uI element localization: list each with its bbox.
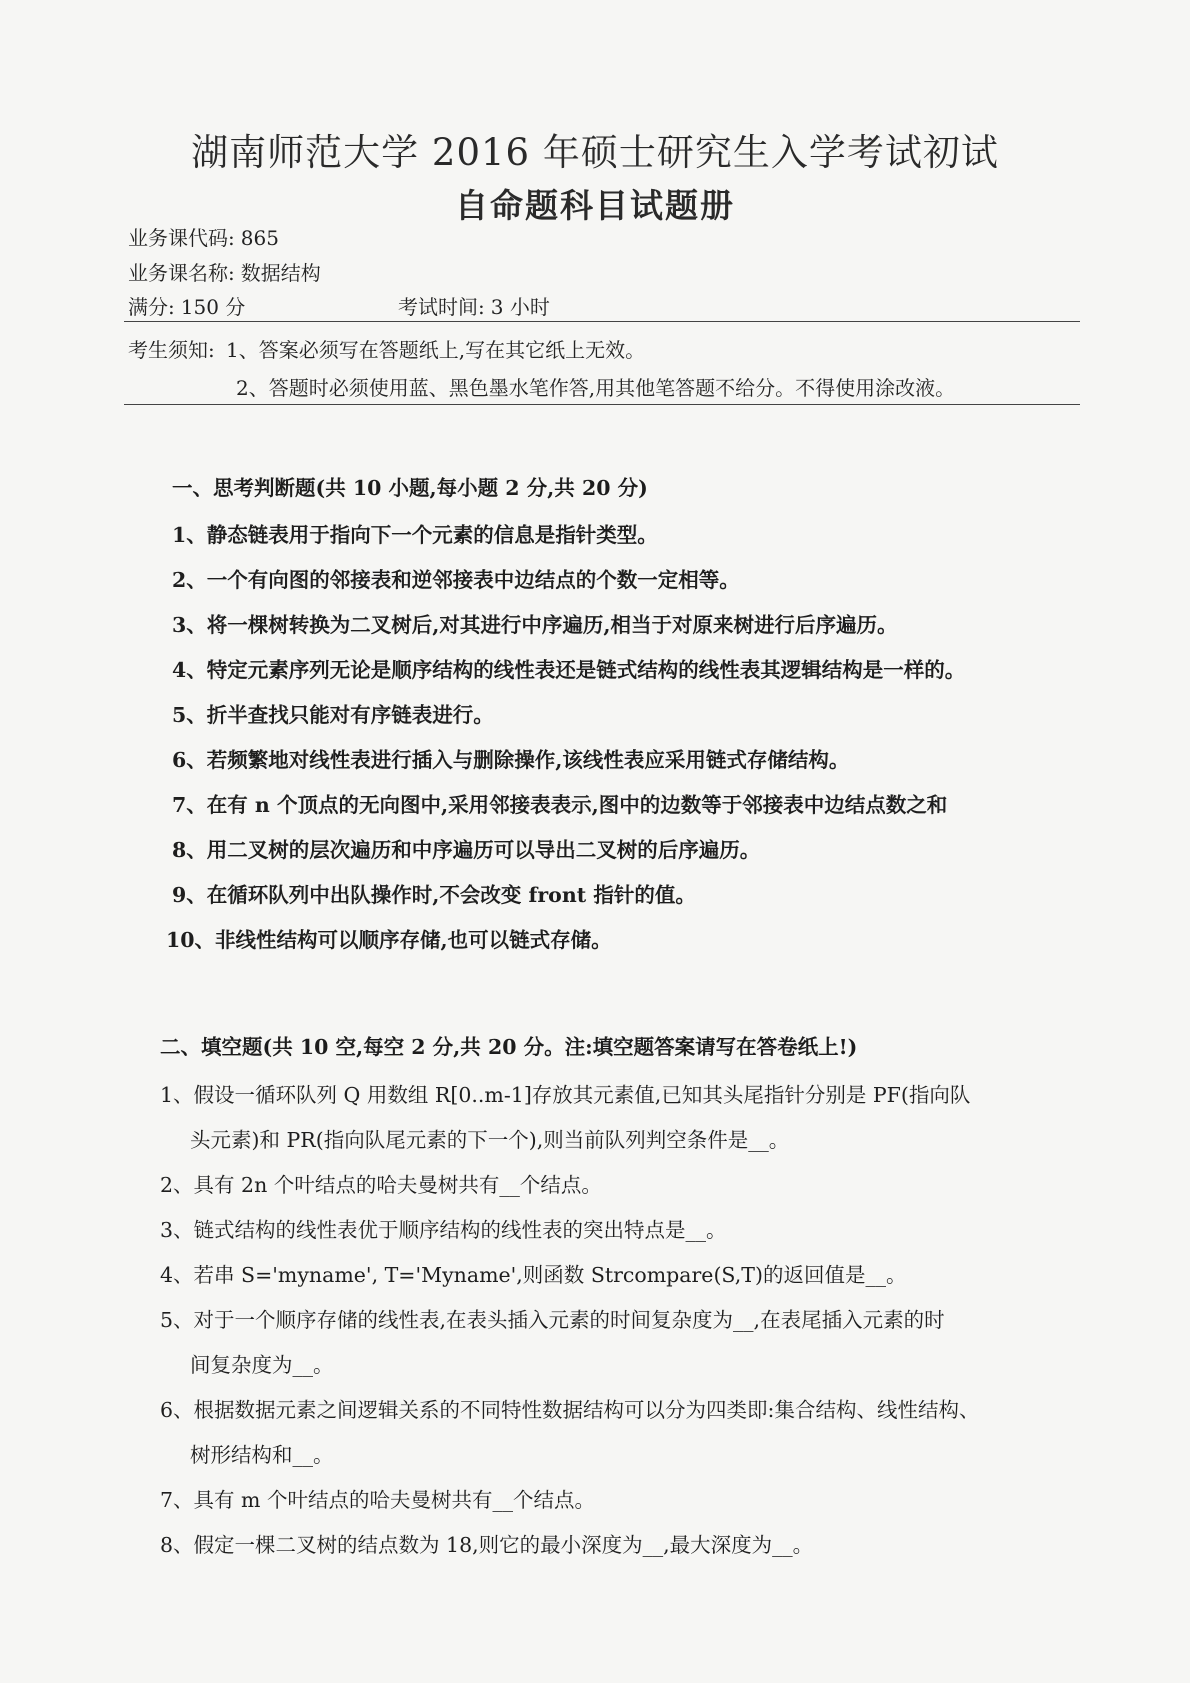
course-code-row [128, 222, 279, 251]
notice-line-1: 1、答案必须写在答题纸上,写在其它纸上无效。 [226, 338, 646, 362]
judge-item: 10、非线性结构可以顺序存储,也可以链式存储。 [166, 928, 612, 952]
judge-item: 9、在循环队列中出队操作时,不会改变 front 指针的值。 [172, 883, 696, 907]
fill-item-6-line-1: 6、根据数据元素之间逻辑关系的不同特性数据结构可以分为四类即:集合结构、线性结构、 [160, 1398, 980, 1422]
judge-item: 5、折半查找只能对有序链表进行。 [172, 703, 494, 727]
time-row [398, 291, 550, 320]
fill-item-3: 3、链式结构的线性表优于顺序结构的线性表的突出特点是__。 [160, 1218, 727, 1242]
course-name-value: 数据结构 [240, 261, 321, 285]
judge-item: 4、特定元素序列无论是顺序结构的线性表还是链式结构的线性表其逻辑结构是一样的。 [172, 658, 966, 682]
judge-item: 2、一个有向图的邻接表和逆邻接表中边结点的个数一定相等。 [172, 568, 740, 592]
bottom-divider [124, 404, 1080, 405]
top-divider [124, 321, 1080, 322]
fill-item-5-line-2: 间复杂度为__。 [190, 1353, 334, 1377]
course-name-label: 业务课名称: [128, 261, 235, 285]
judge-item: 8、用二叉树的层次遍历和中序遍历可以导出二叉树的后序遍历。 [172, 838, 761, 862]
score-label: 满分: [128, 295, 175, 319]
fill-item-7: 7、具有 m 个叶结点的哈夫曼树共有__个结点。 [160, 1488, 596, 1512]
fill-item-2: 2、具有 2n 个叶结点的哈夫曼树共有__个结点。 [160, 1173, 602, 1197]
judge-item: 1、静态链表用于指向下一个元素的信息是指针类型。 [172, 523, 658, 547]
judge-item: 7、在有 n 个顶点的无向图中,采用邻接表表示,图中的边数等于邻接表中边结点数之和 [172, 793, 948, 817]
fill-item-4: 4、若串 S='myname', T='Myname',则函数 Strcompare(S,T)的返回值是__。 [160, 1263, 907, 1287]
fill-item-1-line-2: 头元素)和 PR(指向队尾元素的下一个),则当前队列判空条件是__。 [190, 1128, 790, 1152]
course-name-row [128, 257, 321, 286]
score-row [128, 291, 245, 320]
exam-subtitle: 自命题科目试题册 [455, 186, 735, 225]
notice-label: 考生须知: [128, 338, 215, 362]
section-2-title: 二、填空题(共 10 空,每空 2 分,共 20 分。注:填空题答案请写在答卷纸上!) [160, 1035, 858, 1059]
course-code-label: 业务课代码: [128, 226, 235, 250]
fill-item-5-line-1: 5、对于一个顺序存储的线性表,在表头插入元素的时间复杂度为__,在表尾插入元素的时 [160, 1308, 945, 1332]
notice-line-2: 2、答题时必须使用蓝、黑色墨水笔作答,用其他笔答题不给分。不得使用涂改液。 [236, 376, 956, 400]
course-code-value: 865 [240, 226, 279, 250]
fill-item-8: 8、假定一棵二叉树的结点数为 18,则它的最小深度为__,最大深度为__。 [160, 1533, 814, 1557]
fill-item-1-line-1: 1、假设一循环队列 Q 用数组 R[0..m-1]存放其元素值,已知其头尾指针分别是 PF(指向队 [160, 1083, 971, 1107]
fill-item-6-line-2: 树形结构和__。 [190, 1443, 334, 1467]
score-value: 150 分 [180, 295, 246, 319]
time-value: 3 小时 [490, 295, 550, 319]
time-label: 考试时间: [398, 295, 485, 319]
exam-title: 湖南师范大学 2016 年硕士研究生入学考试初试 [191, 131, 999, 174]
section-1-title: 一、思考判断题(共 10 小题,每小题 2 分,共 20 分) [172, 476, 648, 500]
judge-item: 6、若频繁地对线性表进行插入与删除操作,该线性表应采用链式存储结构。 [172, 748, 850, 772]
judge-item: 3、将一棵树转换为二叉树后,对其进行中序遍历,相当于对原来树进行后序遍历。 [172, 613, 898, 637]
